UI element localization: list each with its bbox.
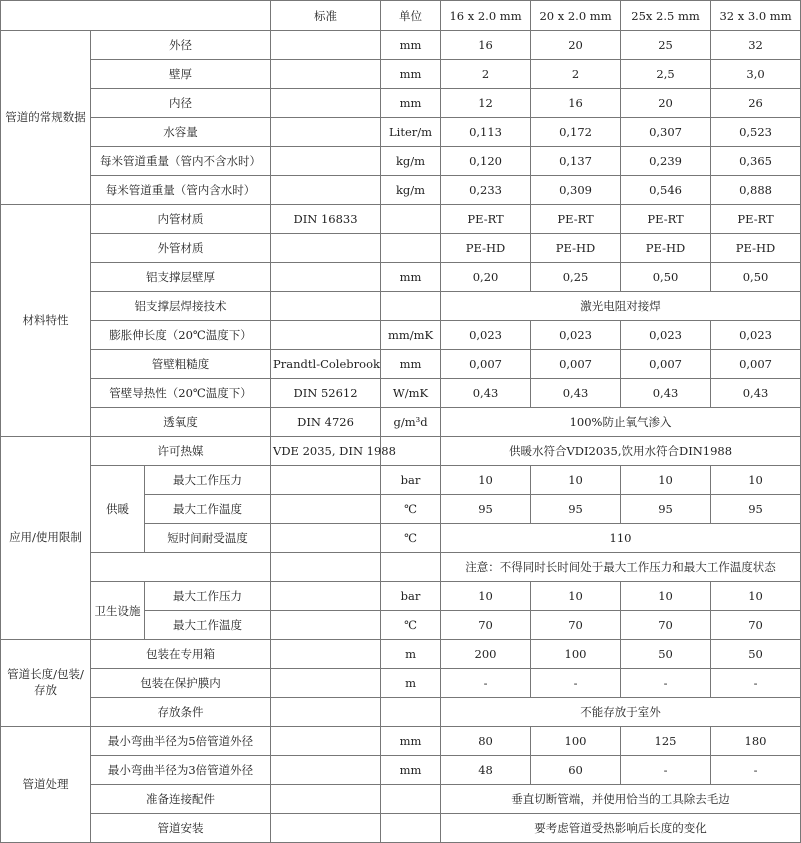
- value-cell: PE-HD: [531, 234, 621, 263]
- value-cell: 0,43: [531, 379, 621, 408]
- row-unit: [381, 292, 441, 321]
- row-standard: [271, 118, 381, 147]
- row-unit: ℃: [381, 524, 441, 553]
- value-cell: PE-HD: [621, 234, 711, 263]
- row-unit: mm: [381, 727, 441, 756]
- value-cell: 0,023: [441, 321, 531, 350]
- value-cell: PE-RT: [441, 205, 531, 234]
- row-unit: mm/mK: [381, 321, 441, 350]
- row-standard: [271, 466, 381, 495]
- header-size-32: 32 x 3.0 mm: [711, 1, 801, 31]
- row-standard: [271, 611, 381, 640]
- header-size-16: 16 x 2.0 mm: [441, 1, 531, 31]
- value-cell: 0,007: [441, 350, 531, 379]
- row-standard: [271, 582, 381, 611]
- row-unit: [381, 205, 441, 234]
- group-processing: 管道处理: [1, 727, 91, 843]
- row-sanitary-pressure: [1, 582, 801, 611]
- row-bend5: [1, 727, 801, 756]
- row-film: [1, 669, 801, 698]
- row-standard: [271, 292, 381, 321]
- row-label: 最大工作压力: [145, 466, 271, 495]
- value-cell: 95: [531, 495, 621, 524]
- row-od: [1, 31, 801, 60]
- row-wall: [1, 60, 801, 89]
- value-cell: 10: [441, 582, 531, 611]
- value-cell: -: [711, 756, 801, 785]
- row-standard: [271, 60, 381, 89]
- value-cell: 10: [711, 466, 801, 495]
- row-bend3: [1, 756, 801, 785]
- merged-value-cell: 100%防止氧气渗入: [441, 408, 801, 437]
- value-cell: 0,50: [621, 263, 711, 292]
- value-cell: 0,007: [621, 350, 711, 379]
- row-unit: mm: [381, 31, 441, 60]
- value-cell: 0,307: [621, 118, 711, 147]
- row-unit: [381, 698, 441, 727]
- row-label: 准备连接配件: [91, 785, 271, 814]
- row-standard: [271, 785, 381, 814]
- value-cell: 10: [711, 582, 801, 611]
- value-cell: 80: [441, 727, 531, 756]
- row-unit: Liter/m: [381, 118, 441, 147]
- row-standard: [271, 698, 381, 727]
- value-cell: PE-HD: [711, 234, 801, 263]
- row-unit: bar: [381, 466, 441, 495]
- row-unit: ℃: [381, 495, 441, 524]
- row-label: 最大工作压力: [145, 582, 271, 611]
- row-standard: [271, 321, 381, 350]
- header-standard: 标准: [271, 1, 381, 31]
- row-unit: m: [381, 669, 441, 698]
- value-cell: 0,172: [531, 118, 621, 147]
- row-label: [91, 553, 271, 582]
- row-label: 铝支撑层壁厚: [91, 263, 271, 292]
- row-standard: [271, 176, 381, 205]
- row-weight-dry: [1, 147, 801, 176]
- row-label: 最小弯曲半径为5倍管道外径: [91, 727, 271, 756]
- value-cell: 0,50: [711, 263, 801, 292]
- row-standard: [271, 640, 381, 669]
- row-unit: ℃: [381, 611, 441, 640]
- value-cell: -: [711, 669, 801, 698]
- row-standard: Prandtl-Colebrook: [271, 350, 381, 379]
- merged-value-cell: 110: [441, 524, 801, 553]
- row-standard: DIN 4726: [271, 408, 381, 437]
- value-cell: 50: [711, 640, 801, 669]
- value-cell: PE-RT: [531, 205, 621, 234]
- value-cell: 16: [531, 89, 621, 118]
- value-cell: 100: [531, 727, 621, 756]
- value-cell: 0,43: [711, 379, 801, 408]
- row-water: [1, 118, 801, 147]
- row-unit: kg/m: [381, 176, 441, 205]
- row-standard: [271, 756, 381, 785]
- row-medium: [1, 437, 801, 466]
- value-cell: 0,007: [711, 350, 801, 379]
- value-cell: 20: [531, 31, 621, 60]
- row-label: 内管材质: [91, 205, 271, 234]
- row-unit: bar: [381, 582, 441, 611]
- row-label: 包装在保护膜内: [91, 669, 271, 698]
- value-cell: -: [441, 669, 531, 698]
- value-cell: -: [531, 669, 621, 698]
- value-cell: 0,233: [441, 176, 531, 205]
- row-label: 最大工作温度: [145, 611, 271, 640]
- row-standard: [271, 89, 381, 118]
- merged-value-cell: 要考虑管道受热影响后长度的变化: [441, 814, 801, 843]
- value-cell: 48: [441, 756, 531, 785]
- value-cell: -: [621, 756, 711, 785]
- value-cell: 32: [711, 31, 801, 60]
- value-cell: 0,023: [531, 321, 621, 350]
- value-cell: 2,5: [621, 60, 711, 89]
- value-cell: 0,239: [621, 147, 711, 176]
- row-unit: mm: [381, 756, 441, 785]
- value-cell: 125: [621, 727, 711, 756]
- merged-value-cell: 不能存放于室外: [441, 698, 801, 727]
- row-label: 管壁粗糙度: [91, 350, 271, 379]
- row-label: 透氧度: [91, 408, 271, 437]
- value-cell: 95: [621, 495, 711, 524]
- row-unit: [381, 785, 441, 814]
- value-cell: 10: [621, 582, 711, 611]
- group-general: 管道的常规数据: [1, 31, 91, 205]
- row-standard: [271, 147, 381, 176]
- note-cell: 注意：不得同时长时间处于最大工作压力和最大工作温度状态: [441, 553, 801, 582]
- value-cell: 10: [531, 582, 621, 611]
- row-standard: [271, 814, 381, 843]
- row-label: 膨胀伸长度（20℃温度下）: [91, 321, 271, 350]
- row-standard: [271, 553, 381, 582]
- row-standard: DIN 16833: [271, 205, 381, 234]
- value-cell: 25: [621, 31, 711, 60]
- row-label: 每米管道重量（管内不含水时）: [91, 147, 271, 176]
- row-standard: [271, 31, 381, 60]
- value-cell: PE-HD: [441, 234, 531, 263]
- row-label: 铝支撑层焊接技术: [91, 292, 271, 321]
- row-conductivity: [1, 379, 801, 408]
- value-cell: 0,113: [441, 118, 531, 147]
- row-standard: [271, 727, 381, 756]
- value-cell: 0,309: [531, 176, 621, 205]
- row-al-weld: [1, 292, 801, 321]
- value-cell: 70: [621, 611, 711, 640]
- value-cell: 0,523: [711, 118, 801, 147]
- value-cell: PE-RT: [621, 205, 711, 234]
- value-cell: 0,023: [621, 321, 711, 350]
- subgroup-sanitary: 卫生设施: [91, 582, 145, 640]
- value-cell: 0,007: [531, 350, 621, 379]
- value-cell: 70: [711, 611, 801, 640]
- value-cell: 0,546: [621, 176, 711, 205]
- row-standard: DIN 52612: [271, 379, 381, 408]
- row-id: [1, 89, 801, 118]
- row-weight-wet: [1, 176, 801, 205]
- row-heating-pressure: [1, 466, 801, 495]
- row-label: 外管材质: [91, 234, 271, 263]
- value-cell: 70: [531, 611, 621, 640]
- value-cell: 20: [621, 89, 711, 118]
- row-unit: g/m³d: [381, 408, 441, 437]
- row-label: 壁厚: [91, 60, 271, 89]
- value-cell: 3,0: [711, 60, 801, 89]
- row-label: 内径: [91, 89, 271, 118]
- value-cell: 200: [441, 640, 531, 669]
- value-cell: 2: [531, 60, 621, 89]
- row-label: 最小弯曲半径为3倍管道外径: [91, 756, 271, 785]
- value-cell: 26: [711, 89, 801, 118]
- header-size-25: 25x 2.5 mm: [621, 1, 711, 31]
- row-inner-material: [1, 205, 801, 234]
- value-cell: 50: [621, 640, 711, 669]
- value-cell: 60: [531, 756, 621, 785]
- subgroup-heating: 供暖: [91, 466, 145, 553]
- row-note: [1, 553, 801, 582]
- row-label: 短时间耐受温度: [145, 524, 271, 553]
- row-unit: [381, 234, 441, 263]
- value-cell: 95: [711, 495, 801, 524]
- row-label: 最大工作温度: [145, 495, 271, 524]
- row-fitting: [1, 785, 801, 814]
- value-cell: 2: [441, 60, 531, 89]
- merged-value-cell: 激光电阻对接焊: [441, 292, 801, 321]
- row-al-wall: [1, 263, 801, 292]
- row-label: 管道安装: [91, 814, 271, 843]
- row-unit: W/mK: [381, 379, 441, 408]
- row-unit: [381, 814, 441, 843]
- value-cell: 0,023: [711, 321, 801, 350]
- row-standard: [271, 669, 381, 698]
- value-cell: 70: [441, 611, 531, 640]
- row-standard: [271, 263, 381, 292]
- value-cell: 0,137: [531, 147, 621, 176]
- value-cell: 10: [441, 466, 531, 495]
- row-expansion: [1, 321, 801, 350]
- row-roughness: [1, 350, 801, 379]
- row-box: [1, 640, 801, 669]
- value-cell: 0,20: [441, 263, 531, 292]
- value-cell: 0,43: [441, 379, 531, 408]
- row-standard: VDE 2035, DIN 1988: [271, 437, 381, 466]
- value-cell: 0,888: [711, 176, 801, 205]
- value-cell: -: [621, 669, 711, 698]
- row-oxygen: [1, 408, 801, 437]
- row-unit: mm: [381, 263, 441, 292]
- value-cell: 16: [441, 31, 531, 60]
- group-usage: 应用/使用限制: [1, 437, 91, 640]
- row-label: 管壁导热性（20℃温度下）: [91, 379, 271, 408]
- row-label: 包装在专用箱: [91, 640, 271, 669]
- row-outer-material: [1, 234, 801, 263]
- merged-value-cell: 垂直切断管端，并使用恰当的工具除去毛边: [441, 785, 801, 814]
- row-label: 水容量: [91, 118, 271, 147]
- row-label: 存放条件: [91, 698, 271, 727]
- value-cell: 0,43: [621, 379, 711, 408]
- header-blank-cell: [1, 1, 271, 31]
- row-unit: mm: [381, 350, 441, 379]
- row-label: 每米管道重量（管内含水时）: [91, 176, 271, 205]
- row-standard: [271, 234, 381, 263]
- row-store: [1, 698, 801, 727]
- value-cell: PE-RT: [711, 205, 801, 234]
- value-cell: 95: [441, 495, 531, 524]
- row-unit: m: [381, 640, 441, 669]
- merged-value-cell: 供暖水符合VDI2035,饮用水符合DIN1988: [441, 437, 801, 466]
- value-cell: 100: [531, 640, 621, 669]
- value-cell: 10: [621, 466, 711, 495]
- row-standard: [271, 495, 381, 524]
- group-storage: 管道长度/包装/存放: [1, 640, 91, 727]
- row-unit: mm: [381, 89, 441, 118]
- value-cell: 180: [711, 727, 801, 756]
- row-standard: [271, 524, 381, 553]
- value-cell: 10: [531, 466, 621, 495]
- row-label: 许可热媒: [91, 437, 271, 466]
- row-label: 外径: [91, 31, 271, 60]
- header-row: [1, 1, 801, 31]
- value-cell: 0,25: [531, 263, 621, 292]
- group-material: 材料特性: [1, 205, 91, 437]
- row-unit: kg/m: [381, 147, 441, 176]
- row-install: [1, 814, 801, 843]
- row-unit: [381, 553, 441, 582]
- value-cell: 0,120: [441, 147, 531, 176]
- header-size-20: 20 x 2.0 mm: [531, 1, 621, 31]
- value-cell: 0,365: [711, 147, 801, 176]
- value-cell: 12: [441, 89, 531, 118]
- row-unit: mm: [381, 60, 441, 89]
- header-unit: 单位: [381, 1, 441, 31]
